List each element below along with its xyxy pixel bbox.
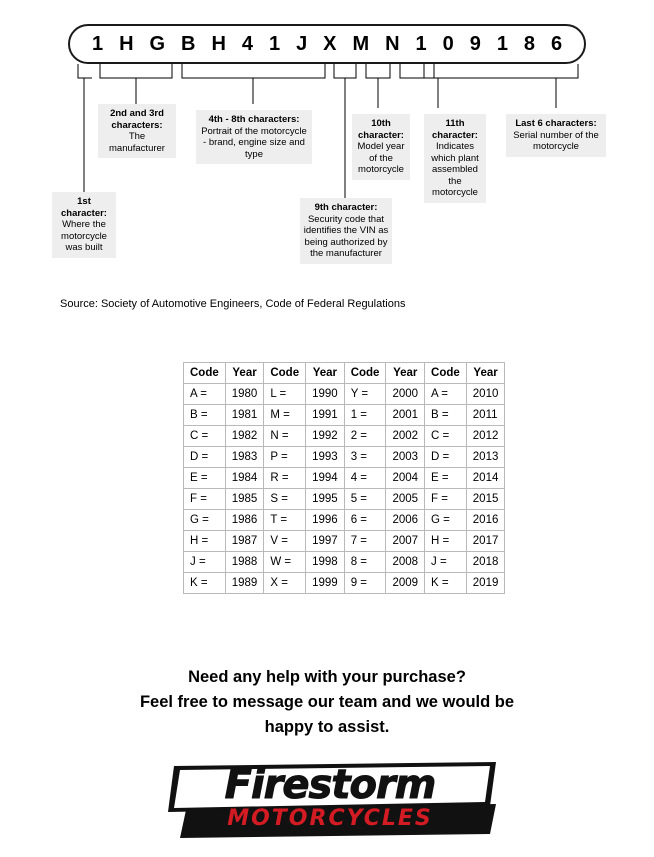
source-note: Source: Society of Automotive Engineers, Code of Federal Regulations — [60, 298, 406, 310]
code-cell: 7 = — [344, 531, 386, 552]
code-cell: F = — [184, 489, 226, 510]
year-cell: 1989 — [225, 573, 264, 594]
callout-title: 9th character: — [314, 202, 378, 213]
year-cell: 1997 — [306, 531, 345, 552]
code-cell: A = — [425, 384, 467, 405]
code-cell: V = — [264, 531, 306, 552]
table-row — [184, 510, 505, 531]
vin-character: H — [119, 33, 134, 55]
code-cell: A = — [184, 384, 226, 405]
year-cell: 2010 — [466, 384, 505, 405]
year-cell: 2007 — [386, 531, 425, 552]
code-cell: E = — [184, 468, 226, 489]
callout-body: Model year of the motorcycle — [357, 141, 405, 175]
callout-title: 2nd and 3rd characters: — [110, 108, 164, 131]
code-cell: H = — [425, 531, 467, 552]
table-row — [184, 489, 505, 510]
callout-body: Serial number of the motorcycle — [513, 129, 599, 152]
callout-body: Security code that identifies the VIN as being authorized by the manufacturer — [303, 213, 389, 259]
code-cell: K = — [425, 573, 467, 594]
year-cell: 1981 — [225, 405, 264, 426]
code-cell: 2 = — [344, 426, 386, 447]
year-cell: 2001 — [386, 405, 425, 426]
callout-10th-character — [352, 114, 410, 180]
column-header: Year — [466, 363, 505, 384]
callout-11th-character — [424, 114, 486, 203]
vin-character: H — [211, 33, 226, 55]
code-cell: W = — [264, 552, 306, 573]
year-cell: 2015 — [466, 489, 505, 510]
table-row — [184, 405, 505, 426]
vin-number-strip — [68, 24, 586, 64]
vin-diagram — [0, 0, 654, 310]
year-cell: 1993 — [306, 447, 345, 468]
code-cell: T = — [264, 510, 306, 531]
year-cell: 1988 — [225, 552, 264, 573]
year-cell: 1998 — [306, 552, 345, 573]
vin-character: 6 — [551, 33, 563, 55]
year-cell: 2000 — [386, 384, 425, 405]
year-cell: 2008 — [386, 552, 425, 573]
code-cell: K = — [184, 573, 226, 594]
year-cell: 2013 — [466, 447, 505, 468]
logo-text-sub: MOTORCYCLES — [227, 806, 433, 831]
code-cell: Y = — [344, 384, 386, 405]
vin-character: 1 — [268, 33, 281, 55]
code-cell: C = — [425, 426, 467, 447]
callout-last-6-characters — [506, 114, 606, 157]
code-cell: B = — [184, 405, 226, 426]
code-cell: N = — [264, 426, 306, 447]
vin-character: J — [296, 33, 308, 55]
year-cell: 1986 — [225, 510, 264, 531]
year-cell: 1980 — [225, 384, 264, 405]
code-cell: J = — [184, 552, 226, 573]
code-cell: E = — [425, 468, 467, 489]
year-cell: 2005 — [386, 489, 425, 510]
column-header: Year — [386, 363, 425, 384]
codes-table — [183, 362, 505, 594]
vin-character: 8 — [523, 33, 536, 55]
callout-title: 4th - 8th characters: — [208, 114, 300, 125]
callout-title: 11th character: — [432, 118, 478, 141]
code-cell: F = — [425, 489, 467, 510]
vin-character: 0 — [442, 33, 454, 55]
year-cell: 2018 — [466, 552, 505, 573]
callout-body: The manufacturer — [109, 131, 165, 154]
year-cell: 2019 — [466, 573, 505, 594]
year-cell: 1987 — [225, 531, 264, 552]
code-cell: 1 = — [344, 405, 386, 426]
year-cell: 2011 — [466, 405, 505, 426]
callout-body: Where the motorcycle was built — [61, 219, 107, 253]
year-cell: 2016 — [466, 510, 505, 531]
help-message — [0, 665, 654, 740]
code-cell: D = — [184, 447, 226, 468]
callout-title: Last 6 characters: — [515, 118, 597, 129]
logo-text-main: Firestorm — [224, 762, 436, 808]
column-header: Code — [264, 363, 306, 384]
code-cell: J = — [425, 552, 467, 573]
table-row — [184, 573, 505, 594]
vin-character: 4 — [241, 33, 253, 55]
firestorm-motorcycles-logo — [160, 760, 500, 840]
callout-title: 1st character: — [61, 196, 107, 219]
year-cell: 1990 — [306, 384, 345, 405]
year-cell: 1992 — [306, 426, 345, 447]
code-cell: 3 = — [344, 447, 386, 468]
column-header: Code — [344, 363, 386, 384]
vin-character: 1 — [91, 33, 104, 55]
year-code-table — [183, 362, 505, 594]
help-message-line: Feel free to message our team and we would be — [139, 693, 515, 711]
vin-character: 1 — [415, 33, 427, 55]
code-cell: B = — [425, 405, 467, 426]
code-cell: C = — [184, 426, 226, 447]
code-cell: 9 = — [344, 573, 386, 594]
year-cell: 1996 — [306, 510, 345, 531]
code-cell: 5 = — [344, 489, 386, 510]
callout-1st-character — [52, 192, 116, 258]
vin-character: B — [181, 33, 196, 55]
column-header: Year — [225, 363, 264, 384]
vin-character: M — [352, 33, 370, 55]
year-cell: 1983 — [225, 447, 264, 468]
help-message-line: Need any help with your purchase? — [188, 668, 466, 686]
year-cell: 1994 — [306, 468, 345, 489]
table-row — [184, 468, 505, 489]
table-row — [184, 531, 505, 552]
vin-character: 1 — [496, 33, 508, 55]
help-message-line: happy to assist. — [264, 718, 390, 736]
code-cell: S = — [264, 489, 306, 510]
column-header: Code — [425, 363, 467, 384]
vin-character: X — [323, 33, 337, 55]
table-row — [184, 552, 505, 573]
code-cell: 8 = — [344, 552, 386, 573]
code-cell: D = — [425, 447, 467, 468]
year-cell: 1985 — [225, 489, 264, 510]
code-cell: 6 = — [344, 510, 386, 531]
code-cell: G = — [184, 510, 226, 531]
code-cell: G = — [425, 510, 467, 531]
column-header: Year — [306, 363, 345, 384]
year-cell: 1984 — [225, 468, 264, 489]
year-cell: 1999 — [306, 573, 345, 594]
table-header-row — [184, 363, 505, 384]
year-cell: 1982 — [225, 426, 264, 447]
vin-character: 9 — [469, 33, 481, 55]
year-cell: 2014 — [466, 468, 505, 489]
year-cell: 2017 — [466, 531, 505, 552]
column-header: Code — [184, 363, 226, 384]
year-cell: 2009 — [386, 573, 425, 594]
code-cell: 4 = — [344, 468, 386, 489]
code-cell: M = — [264, 405, 306, 426]
year-cell: 2003 — [386, 447, 425, 468]
table-row — [184, 426, 505, 447]
year-cell: 2012 — [466, 426, 505, 447]
code-cell: X = — [264, 573, 306, 594]
table-row — [184, 384, 505, 405]
callout-body: Portrait of the motorcycle - brand, engine size and type — [201, 125, 307, 160]
callout-body: Indicates which plant assembled the motorcycle — [431, 141, 479, 198]
callout-2nd-3rd-characters — [98, 104, 176, 158]
code-cell: P = — [264, 447, 306, 468]
callout-9th-character — [300, 198, 392, 264]
table-row — [184, 447, 505, 468]
year-cell: 2002 — [386, 426, 425, 447]
callout-title: 10th character: — [358, 118, 404, 141]
year-cell: 1991 — [306, 405, 345, 426]
vin-character: N — [385, 33, 400, 55]
code-cell: H = — [184, 531, 226, 552]
callout-4th-8th-characters — [196, 110, 312, 164]
year-cell: 2004 — [386, 468, 425, 489]
code-cell: R = — [264, 468, 306, 489]
code-cell: L = — [264, 384, 306, 405]
year-cell: 2006 — [386, 510, 425, 531]
year-cell: 1995 — [306, 489, 345, 510]
vin-character: G — [149, 33, 166, 55]
